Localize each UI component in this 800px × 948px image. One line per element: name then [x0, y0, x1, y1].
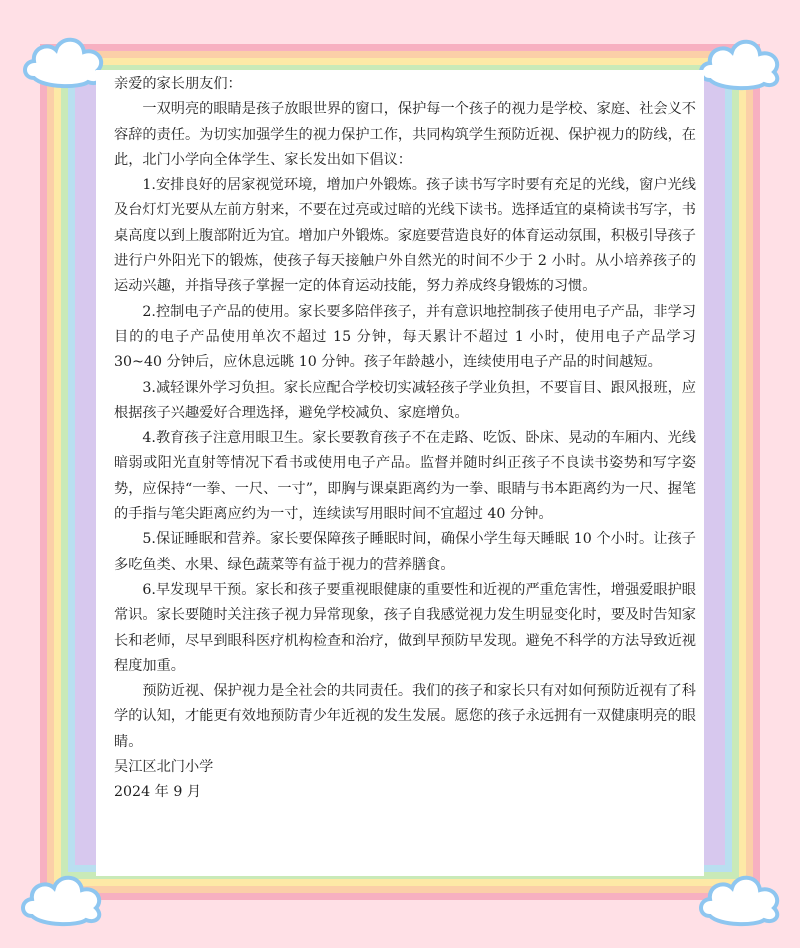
- item-2-paragraph: 2.控制电子产品的使用。家长要多陪伴孩子，并有意识地控制孩子使用电子产品，非学习目的的电子产品使用单次不超过 15 分钟，每天累计不超过 1 小时，使用电子产品学习 30~40 分钟后，应休息远眺 10 分钟。孩子年龄越小，连续使用电子产品的时间越短。: [114, 303, 696, 371]
- item-6-paragraph: 6.早发现早干预。家长和孩子要重视眼健康的重要性和近视的严重危害性，增强爱眼护眼常识。家长要随时关注孩子视力异常现象，孩子自我感觉视力发生明显变化时，要及时告知家长和老师，尽早到眼科医疗机构检查和治疗，做到早预防早发现。避免不科学的方法导致近视程度加重。: [114, 581, 696, 674]
- cloud-bottom-right-icon: [694, 866, 786, 928]
- intro-paragraph: 一双明亮的眼睛是孩子放眼世界的窗口，保护每一个孩子的视力是学校、家庭、社会义不容辞的责任。为切实加强学生的视力保护工作，共同构筑学生预防近视、保护视力的防线，在此，北门小学向全体学生、家长发出如下倡议：: [114, 101, 696, 168]
- item-1-paragraph: 1.安排良好的居家视觉环境，增加户外锻炼。孩子读书写字时要有充足的光线，窗户光线及台灯灯光要从左前方射来，不要在过亮或过暗的光线下读书。选择适宜的桌椅读书写字，书桌高度以到上腹部附近为宜。增加户外锻炼。家庭要营造良好的体育运动氛围，积极引导孩子进行户外阳光下的锻炼，使孩子每天接触户外自然光的时间不少于 2 小时。从小培养孩子的运动兴趣，并指导孩子掌握一定的体育运动技能，努力养成终身锻炼的习惯。: [114, 177, 696, 295]
- greeting: 亲爱的家长朋友们：: [114, 76, 242, 92]
- item-3-paragraph: 3.减轻课外学习负担。家长应配合学校切实减轻孩子学业负担，不要盲目、跟风报班，应根据孩子兴趣爱好合理选择，避免学校减负、家庭增负。: [114, 379, 696, 421]
- closing-paragraph: 预防近视、保护视力是全社会的共同责任。我们的孩子和家长只有对如何预防近视有了科学的认知，才能更有效地预防青少年近视的发生发展。愿您的孩子永远拥有一双健康明亮的眼睛。: [114, 683, 696, 750]
- cloud-top-right-icon: [694, 30, 786, 92]
- signature: 吴江区北门小学: [114, 759, 214, 776]
- date: 2024 年 9 月: [114, 784, 202, 801]
- letter-body: [96, 70, 704, 876]
- item-4-paragraph: 4.教育孩子注意用眼卫生。家长要教育孩子不在走路、吃饭、卧床、晃动的车厢内、光线暗弱或阳光直射等情况下看书或使用电子产品。监督并随时纠正孩子不良读书姿势和写字姿势，应保持“一拳、一尺、一寸”，即胸与课桌距离约为一拳、眼睛与书本距离约为一尺、握笔的手指与笔尖距离应约为一寸，连续读写用眼时间不宜超过 40 分钟。: [114, 430, 697, 523]
- cloud-bottom-left-icon: [16, 866, 108, 928]
- item-5-paragraph: 5.保证睡眠和营养。家长要保障孩子睡眠时间，确保小学生每天睡眠 10 个小时。让孩子多吃鱼类、水果、绿色蔬菜等有益于视力的营养膳食。: [114, 531, 696, 573]
